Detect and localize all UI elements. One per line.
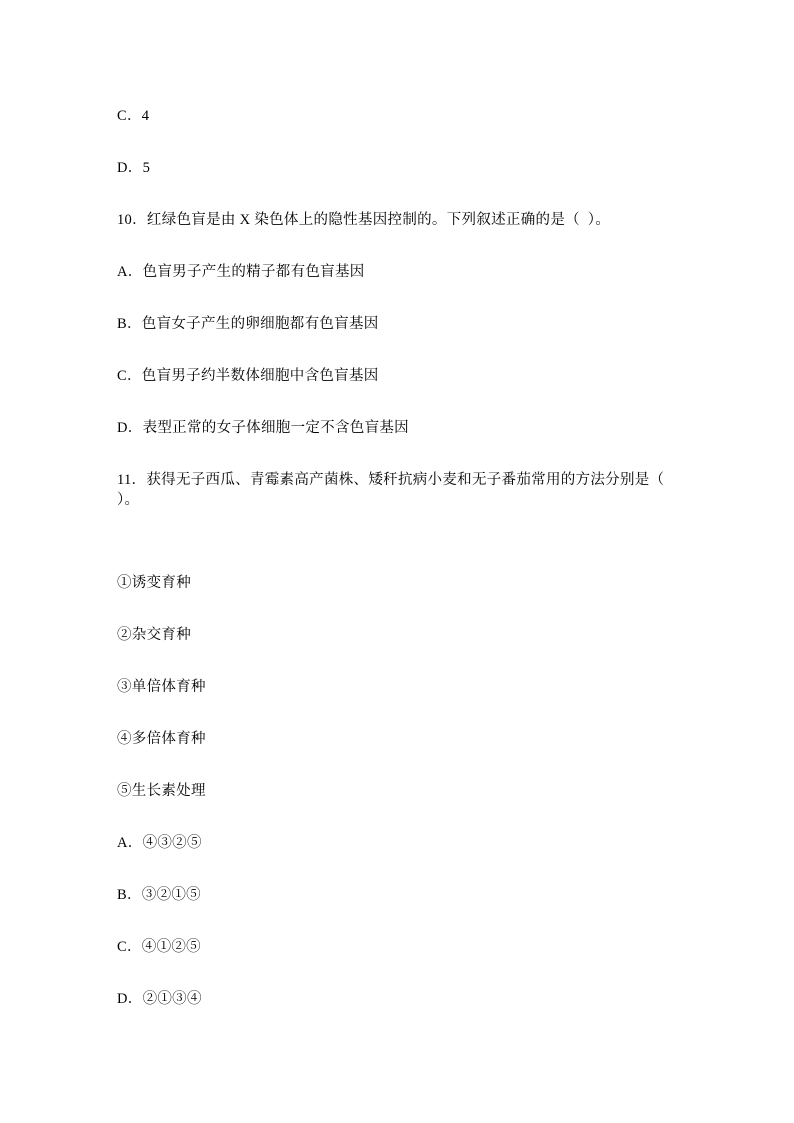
option-11-c: C．④①②⑤: [117, 939, 201, 955]
blank-line: [117, 542, 684, 573]
question-11: 11．获得无子西瓜、青霉素高产菌株、矮秆抗病小麦和无子番茄常用的方法分别是（ ）。: [117, 472, 673, 508]
option-11-b: B．③②①⑤: [117, 887, 201, 903]
option-11-a: A．④③②⑤: [117, 835, 202, 851]
option-10-d: D．表型正常的女子体细胞一定不含色盲基因: [117, 420, 409, 436]
option-prev-c: C．4: [117, 108, 150, 124]
item-1: ①诱变育种: [117, 575, 191, 591]
option-10-b: B．色盲女子产生的卵细胞都有色盲基因: [117, 316, 379, 332]
option-10-c: C．色盲男子约半数体细胞中含色盲基因: [117, 368, 379, 384]
option-prev-d: D．5: [117, 160, 151, 176]
option-11-d: D．②①③④: [117, 991, 202, 1007]
item-5: ⑤生长素处理: [117, 783, 206, 799]
option-10-a: A．色盲男子产生的精子都有色盲基因: [117, 264, 365, 280]
item-3: ③单倍体育种: [117, 679, 206, 695]
question-10: 10．红绿色盲是由 X 染色体上的隐性基因控制的。下列叙述正确的是（ ）。: [117, 212, 611, 228]
item-4: ④多倍体育种: [117, 731, 206, 747]
item-2: ②杂交育种: [117, 627, 191, 643]
document-body: [117, 106, 684, 1009]
